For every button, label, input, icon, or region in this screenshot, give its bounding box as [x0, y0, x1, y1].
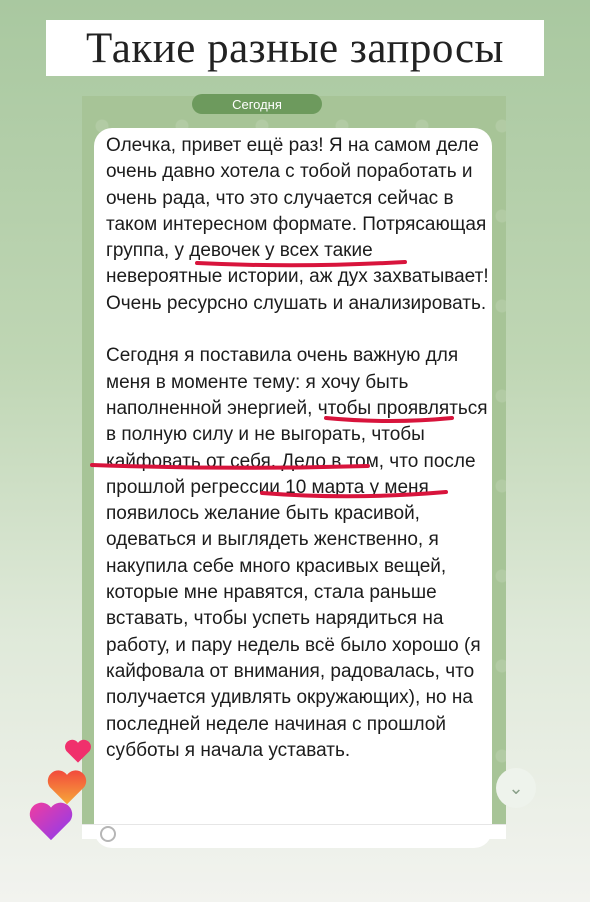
- date-separator: Сегодня: [192, 94, 322, 114]
- story-title: Такие разные запросы: [46, 20, 544, 76]
- heart-sticker-purple-icon: [28, 800, 74, 842]
- message-input-bar[interactable]: [82, 824, 506, 839]
- emoji-icon[interactable]: [100, 826, 116, 842]
- scroll-down-button[interactable]: [496, 768, 536, 808]
- chevron-down-icon: ⌄: [508, 777, 524, 798]
- message-text: Олечка, привет ещё раз! Я на самом деле очень давно хотела с тобой поработать и очень рада, что это случается сейчас в таком интересном формате. Потрясающая группа, у девочек у всех такие невероятные истории, аж дух захватывает! Очень ресурсно слушать и анализировать. Сегодня я поставила очень важную для меня в моменте тему: я хочу быть наполненной энергией, чтобы проявляться в полную силу и не выгорать, чтобы кайфовать от себя. Дело в том, что после прошлой регрессии 10 марта у меня появилось желание быть красивой, одеваться и выглядеть женственно, я накупила себе много красивых вещей, которые мне нравятся, стала раньше вставать, чтобы успеть нарядиться на работу, и пару недель всё было хорошо (я кайфовала от внимания, радовалась, что получается удивлять окружающих), но на последней неделе начиная с прошлой субботы я начала уставать.: [106, 135, 489, 761]
- heart-sticker-small-icon: [64, 738, 92, 764]
